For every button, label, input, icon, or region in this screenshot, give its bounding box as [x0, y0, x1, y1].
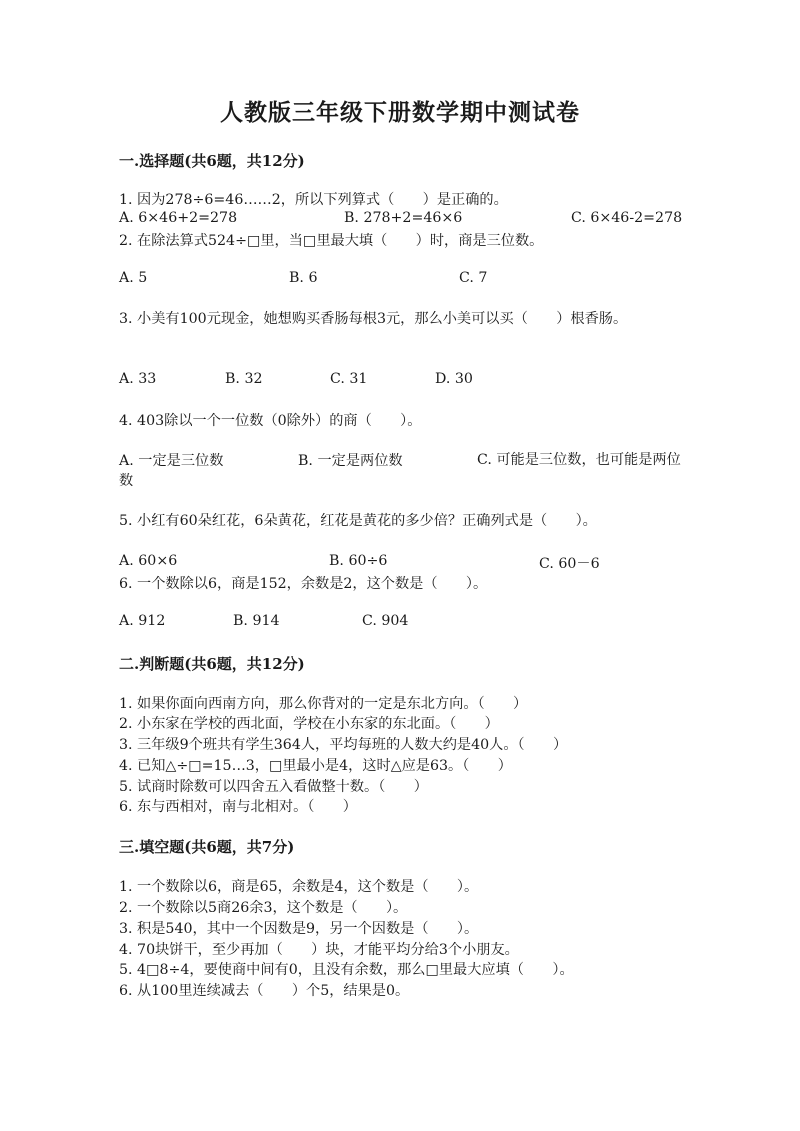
fill-item: 5. 4□8÷4，要使商中间有0，且没有余数，那么□里最大应填（ ）。 [119, 962, 574, 978]
judgment-item: 1. 如果你面向西南方向，那么你背对的一定是东北方向。（ ） [119, 696, 528, 712]
fill-item: 2. 一个数除以5商26余3，这个数是（ ）。 [119, 900, 408, 916]
question-stem: 2. 在除法算式524÷□里，当□里最大填（ ）时，商是三位数。 [119, 233, 544, 249]
judgment-item: 2. 小东家在学校的西北面，学校在小东家的东北面。（ ） [119, 716, 499, 732]
question-stem: 3. 小美有100元现金，她想购买香肠每根3元，那么小美可以买（ ）根香肠。 [119, 311, 628, 327]
question-option: B. 914 [233, 613, 280, 629]
question-option: C. 60－6 [539, 556, 600, 572]
question-stem: 4. 403除以一个一位数（0除外）的商（ ）。 [119, 413, 422, 429]
question-option: D. 30 [435, 371, 473, 387]
question-option: C. 6×46-2=278 [571, 210, 683, 226]
question-option: A. 33 [119, 371, 157, 387]
fill-item: 6. 从100里连续减去（ ）个5，结果是0。 [119, 983, 410, 999]
question-option: A. 5 [119, 270, 148, 286]
judgment-item: 6. 东与西相对，南与北相对。（ ） [119, 799, 357, 815]
question-option: B. 一定是两位数 [298, 453, 403, 469]
section-heading-judgment: 二.判断题(共6题，共12分) [119, 655, 305, 673]
fill-item: 1. 一个数除以6，商是65，余数是4，这个数是（ ）。 [119, 879, 479, 895]
question-option: B. 60÷6 [329, 553, 388, 569]
section-heading-choice: 一.选择题(共6题，共12分) [119, 152, 305, 170]
question-stem: 1. 因为278÷6=46……2，所以下列算式（ ）是正确的。 [119, 192, 508, 208]
question-option: B. 278+2=46×6 [344, 210, 463, 226]
question-option: A. 60×6 [119, 553, 178, 569]
question-option: C. 7 [459, 270, 488, 286]
question-option: C. 31 [330, 371, 368, 387]
judgment-item: 5. 试商时除数可以四舍五入看做整十数。（ ） [119, 779, 428, 795]
fill-item: 4. 70块饼干，至少再加（ ）块，才能平均分给3个小朋友。 [119, 942, 519, 958]
question-option: C. 可能是三位数，也可能是两位数 [119, 452, 681, 489]
page-title: 人教版三年级下册数学期中测试卷 [220, 99, 580, 126]
question-option: A. 6×46+2=278 [119, 210, 238, 226]
question-option: C. 904 [362, 613, 409, 629]
question-option: B. 32 [225, 371, 263, 387]
section-heading-fill: 三.填空题(共6题，共7分) [119, 838, 295, 856]
question-option: B. 6 [289, 270, 318, 286]
question-stem: 6. 一个数除以6，商是152，余数是2，这个数是（ ）。 [119, 576, 488, 592]
question-stem: 5. 小红有60朵红花，6朵黄花，红花是黄花的多少倍？正确列式是（ ）。 [119, 513, 597, 529]
fill-item: 3. 积是540，其中一个因数是9，另一个因数是（ ）。 [119, 921, 479, 937]
judgment-item: 4. 已知△÷□=15…3，□里最小是4，这时△应是63。（ ） [119, 758, 512, 774]
question-option: A. 一定是三位数 [119, 453, 224, 469]
question-option: A. 912 [119, 613, 166, 629]
judgment-item: 3. 三年级9个班共有学生364人，平均每班的人数大约是40人。（ ） [119, 737, 568, 753]
